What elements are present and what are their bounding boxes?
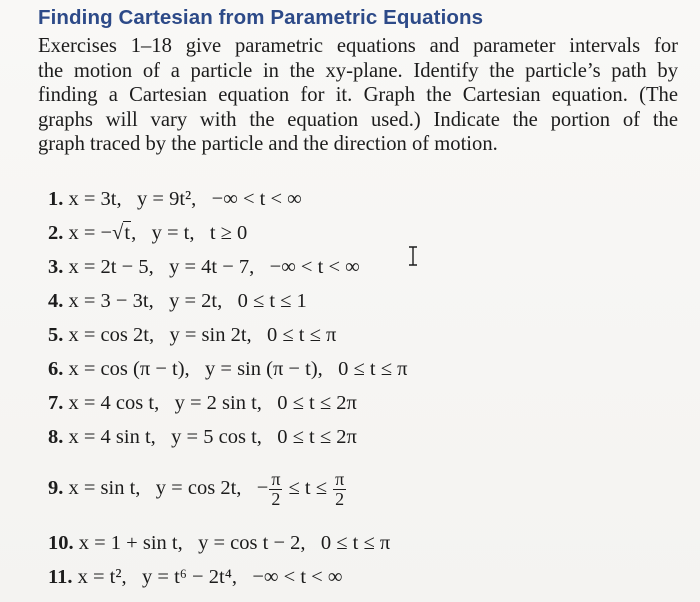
exercise-9 (48, 470, 347, 509)
exercise-number: 4. (48, 290, 64, 312)
square-root-symbol: √t (112, 222, 131, 244)
exercise-equation: x = 2t − 5, y = 4t − 7, −∞ < t < ∞ (68, 256, 360, 278)
instructions-paragraph (38, 34, 678, 157)
fraction-denominator: 2 (271, 489, 281, 509)
instructions-line: Exercises 1–18 give parametric equations and parameter intervals for (38, 35, 678, 57)
exercise-4 (48, 290, 307, 313)
exercise-number: 3. (48, 256, 64, 278)
exercise-number: 8. (48, 426, 64, 448)
exercise-equation: x = 3 − 3t, y = 2t, 0 ≤ t ≤ 1 (68, 290, 307, 312)
fraction-denominator: 2 (335, 489, 345, 509)
exercise-8 (48, 426, 357, 449)
instructions-line: graph traced by the particle and the direction of motion. (38, 133, 498, 156)
exercise-equation: x = cos (π − t), y = sin (π − t), 0 ≤ t ≤ π (68, 358, 408, 380)
fraction-pi-over-2 (333, 470, 346, 509)
exercise-number: 7. (48, 392, 64, 414)
exercise-number: 11. (48, 566, 73, 588)
exercise-3 (48, 256, 360, 279)
exercise-2 (48, 222, 247, 245)
exercise-11 (48, 566, 342, 589)
instructions-line: the motion of a particle in the xy-plane. Identify the particle’s path by (38, 59, 678, 82)
exercise-equation-start: x = − (68, 222, 113, 244)
exercise-equation: x = t², y = t⁶ − 2t⁴, −∞ < t < ∞ (77, 566, 343, 588)
instructions-line: finding a Cartesian equation for it. Graph the Cartesian equation. (The (38, 84, 678, 107)
exercise-equation-end: , y = t, t ≥ 0 (131, 222, 248, 244)
exercise-equation: x = cos 2t, y = sin 2t, 0 ≤ t ≤ π (68, 324, 337, 346)
exercise-number: 5. (48, 324, 64, 346)
exercise-7 (48, 392, 357, 415)
exercise-number: 10. (48, 532, 74, 554)
exercise-6 (48, 358, 407, 381)
exercise-number: 2. (48, 222, 64, 244)
exercise-equation: x = 1 + sin t, y = cos t − 2, 0 ≤ t ≤ π (78, 532, 391, 554)
text-cursor-icon (406, 246, 420, 266)
exercise-equation: x = 4 cos t, y = 2 sin t, 0 ≤ t ≤ 2π (68, 392, 357, 414)
exercise-equation: x = 4 sin t, y = 5 cos t, 0 ≤ t ≤ 2π (68, 426, 357, 448)
fraction-numerator: π (271, 469, 281, 489)
exercise-equation: x = 3t, y = 9t², −∞ < t < ∞ (68, 188, 302, 210)
exercise-5 (48, 324, 336, 347)
exercise-number: 6. (48, 358, 64, 380)
exercise-10 (48, 532, 390, 555)
radicand: t (124, 222, 131, 244)
exercise-equation-start: x = sin t, y = cos 2t, − (68, 477, 269, 500)
exercise-1 (48, 188, 302, 211)
fraction-numerator: π (335, 469, 345, 489)
fraction-pi-over-2 (269, 470, 282, 509)
exercise-number: 9. (48, 477, 64, 500)
exercise-number: 1. (48, 188, 64, 210)
section-heading: Finding Cartesian from Parametric Equations (38, 6, 484, 29)
instructions-line: graphs will vary with the equation used.) Indicate the portion of the (38, 108, 678, 131)
exercise-equation-middle: ≤ t ≤ (283, 477, 333, 500)
